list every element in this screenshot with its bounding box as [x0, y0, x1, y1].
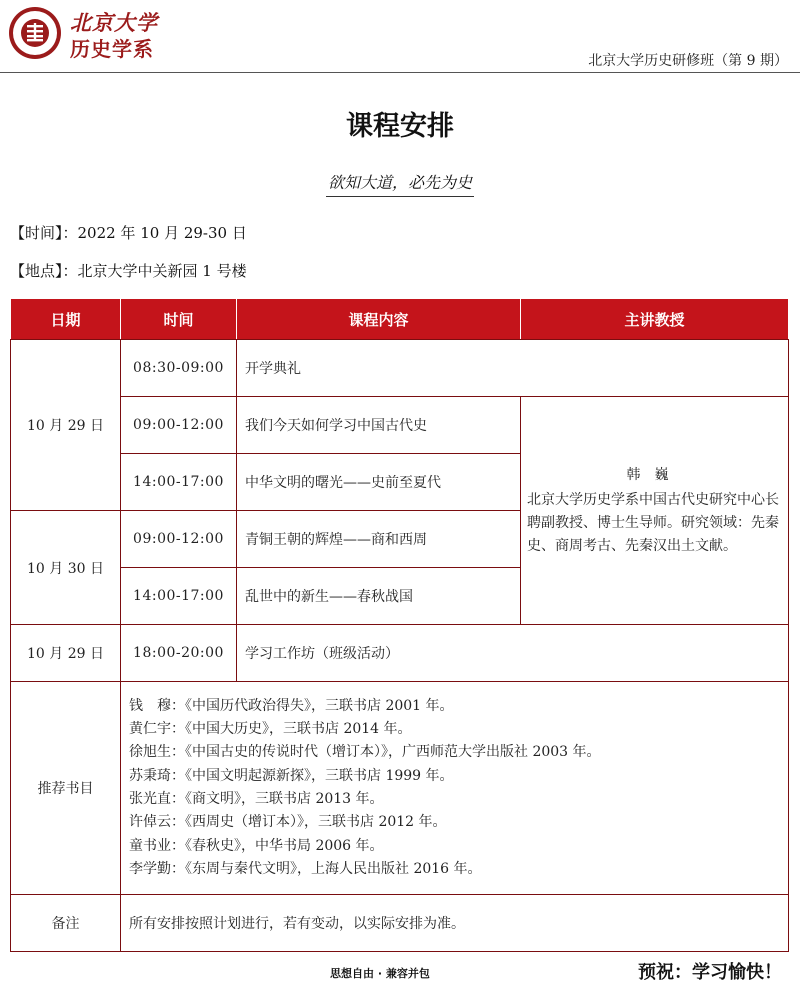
- header-date: 日期: [11, 299, 121, 340]
- header-divider: [0, 72, 800, 73]
- table-row: [11, 625, 789, 682]
- footer-motto: 思想自由 · 兼容并包: [330, 967, 430, 980]
- time-cell: 18:00-20:00: [121, 625, 237, 682]
- course-cell: 中华文明的曙光——史前至夏代: [237, 454, 521, 511]
- time-label: 【时间】：: [10, 224, 78, 242]
- header-professor: 主讲教授: [521, 299, 789, 340]
- book-item: 许倬云：《西周史（增订本）》，三联书店 2012 年。: [129, 814, 447, 831]
- time-value: 2022 年 10 月 29-30 日: [77, 224, 247, 242]
- time-cell: 09:00-12:00: [121, 511, 237, 568]
- time-cell: 09:00-12:00: [121, 397, 237, 454]
- table-row: [11, 682, 789, 895]
- table-row: [11, 340, 789, 397]
- motto: [0, 170, 800, 193]
- course-cell: 我们今天如何学习中国古代史: [237, 397, 521, 454]
- books-label-cell: 推荐书目: [11, 682, 121, 895]
- time-cell: 14:00-17:00: [121, 454, 237, 511]
- course-cell: 开学典礼: [237, 340, 789, 397]
- header-time: 时间: [121, 299, 237, 340]
- course-cell: 乱世中的新生——春秋战国: [237, 568, 521, 625]
- professor-cell: [521, 397, 789, 625]
- place-label: 【地点】：: [10, 262, 78, 280]
- time-cell: 08:30-09:00: [121, 340, 237, 397]
- book-item: 徐旭生：《中国古史的传说时代（增订本）》，广西师范大学出版社 2003 年。: [129, 744, 601, 761]
- book-item: 李学勤：《东周与秦代文明》，上海人民出版社 2016 年。: [129, 860, 482, 877]
- table-row: [11, 397, 789, 454]
- place-value: 北京大学中关新园 1 号楼: [77, 262, 247, 280]
- date-cell: 10 月 30 日: [11, 511, 121, 625]
- course-cell: 学习工作坊（班级活动）: [237, 625, 789, 682]
- note-label-cell: 备注: [11, 895, 121, 952]
- logo-line2: 历史学系: [70, 37, 154, 61]
- professor-bio: 北京大学历史学系中国古代史研究中心长聘副教授、博士生导师。研究领域：先秦史、商周考古、先秦汉出土文献。: [527, 491, 779, 554]
- motto-text: 欲知大道，必先为史: [326, 173, 474, 197]
- time-cell: 14:00-17:00: [121, 568, 237, 625]
- pku-seal-icon: [8, 6, 62, 60]
- book-item: 童书业：《春秋史》，中华书局 2006 年。: [129, 837, 384, 854]
- book-item: 张光直：《商文明》，三联书店 2013 年。: [129, 791, 384, 807]
- date-cell: 10 月 29 日: [11, 625, 121, 682]
- program-name: 北京大学历史研修班（第 9 期）: [588, 53, 788, 69]
- course-cell: 青铜王朝的辉煌——商和西周: [237, 511, 521, 568]
- header-course: 课程内容: [237, 299, 521, 340]
- page-header: [0, 0, 800, 75]
- book-item: 黄仁宇：《中国大历史》，三联书店 2014 年。: [129, 721, 412, 738]
- footer-wish: 预祝：学习愉快！: [638, 962, 782, 983]
- book-item: 苏秉琦：《中国文明起源新探》，三联书店 1999 年。: [129, 767, 454, 784]
- info-place: [10, 260, 247, 281]
- book-item: 钱 穆：《中国历代政治得失》，三联书店 2001 年。: [129, 697, 454, 714]
- date-cell: 10 月 29 日: [11, 340, 121, 511]
- table-row: [11, 895, 789, 952]
- schedule-table: [10, 298, 789, 952]
- table-header-row: [11, 299, 789, 340]
- books-cell: [121, 682, 789, 895]
- info-time: [10, 222, 247, 243]
- professor-name: 韩巍: [626, 466, 683, 483]
- page-title: 课程安排: [346, 111, 454, 142]
- logo-line1: 北京大学: [70, 10, 158, 35]
- note-cell: 所有安排按照计划进行，若有变动，以实际安排为准。: [121, 895, 789, 952]
